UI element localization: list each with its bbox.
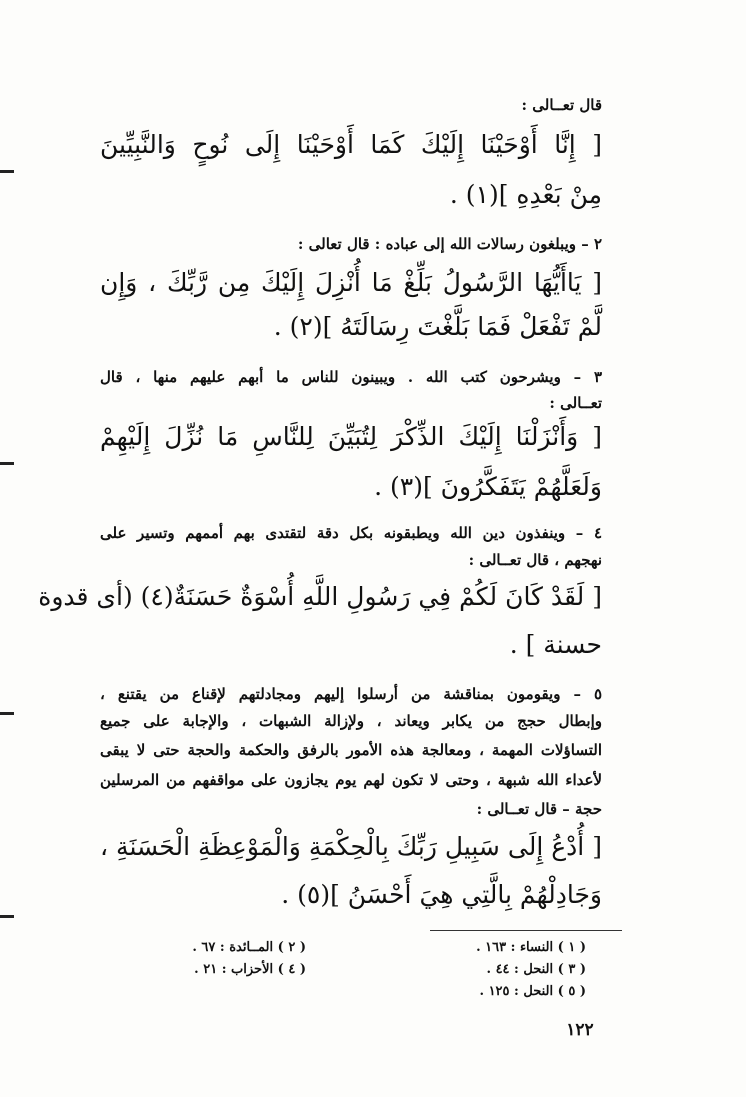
margin-mark [0,915,14,918]
verse-line: لَّمْ تَفْعَلْ فَمَا بَلَّغْتَ رِسَالَتَهُ ](٢) . [273,312,602,341]
paragraph-line: نهجهم ، قال تعــالى : [468,551,602,569]
paragraph-line: لأعداء الله شبهة ، وحتى لا تكون لهم يوم يجازون على مواقفهم من المرسلين [100,771,602,789]
verse-line: [ إِنَّا أَوْحَيْنَا إِلَيْكَ كَمَا أَوْحَيْنَا إِلَى نُوحٍ وَالنَّبِيِّينَ [100,130,602,159]
page-number: ١٢٢ [566,1020,594,1040]
paragraph-line: ٢ – ويبلغون رسالات الله إلى عباده : قال تعالى : [297,235,602,253]
verse-line: وَجَادِلْهُمْ بِالَّتِي هِيَ أَحْسَنُ ](٥) . [281,880,602,909]
paragraph-line: ٤ – وينفذون دين الله ويطبقونه بكل دقة لتقتدى بهم أممهم وتسير على [100,524,602,542]
verse-line: [ لَقَدْ كَانَ لَكُمْ فِي رَسُولِ اللَّهِ أُسْوَةٌ حَسَنَةٌ(٤) (أى قدوة [38,582,602,611]
footnote-2: ( ٢ ) المــائدة : ٦٧ . [192,940,306,955]
verse-line: [ أُدْعُ إِلَى سَبِيلِ رَبِّكَ بِالْحِكْمَةِ وَالْمَوْعِظَةِ الْحَسَنَةِ ، [100,832,602,861]
paragraph-line: حجة – قال تعــالى : [476,800,602,818]
footnote-1: ( ١ ) النساء : ١٦٣ . [476,940,586,955]
footnote-5: ( ٥ ) النحل : ١٢٥ . [479,984,586,999]
footnote-4: ( ٤ ) الأحزاب : ٢١ . [194,962,306,977]
verse-line: مِنْ بَعْدِهِ ](١) . [449,180,602,209]
paragraph-line: ٥ – ويقومون بمناقشة من أرسلوا إليهم ومجادلتهم لإقناع من يقتنع ، [100,685,602,703]
footnote-rule [430,930,622,931]
verse-line: [ يَاأَيُّهَا الرَّسُولُ بَلِّغْ مَا أُنْزِلَ إِلَيْكَ مِن رَّبِّكَ ، وَإِن [100,268,602,297]
paragraph-line: وإبطال حجج من يكابر ويعاند ، ولإزالة الشبهات ، والإجابة على جميع [100,712,602,730]
margin-mark [0,712,14,715]
verse-line: وَلَعَلَّهُمْ يَتَفَكَّرُونَ ](٣) . [374,472,602,501]
margin-mark [0,170,14,173]
footnote-3: ( ٣ ) النحل : ٤٤ . [486,962,586,977]
paragraph-line: ٣ – ويشرحون كتب الله . ويبينون للناس ما أبهم عليهم منها ، قال [100,368,602,386]
verse-line: [ وَأَنْزَلْنَا إِلَيْكَ الذِّكْرَ لِتُبَيِّنَ لِلنَّاسِ مَا نُزِّلَ إِلَيْهِمْ [100,422,602,451]
intro-line: قال تعــالى : [521,96,602,114]
paragraph-line: تعــالى : [549,394,602,412]
margin-mark [0,462,14,465]
paragraph-line: التساؤلات المهمة ، ومعالجة هذه الأمور بالرفق والحكمة والحجة حتى لا يبقى [100,741,602,759]
verse-line: حسنة ] . [509,630,602,659]
